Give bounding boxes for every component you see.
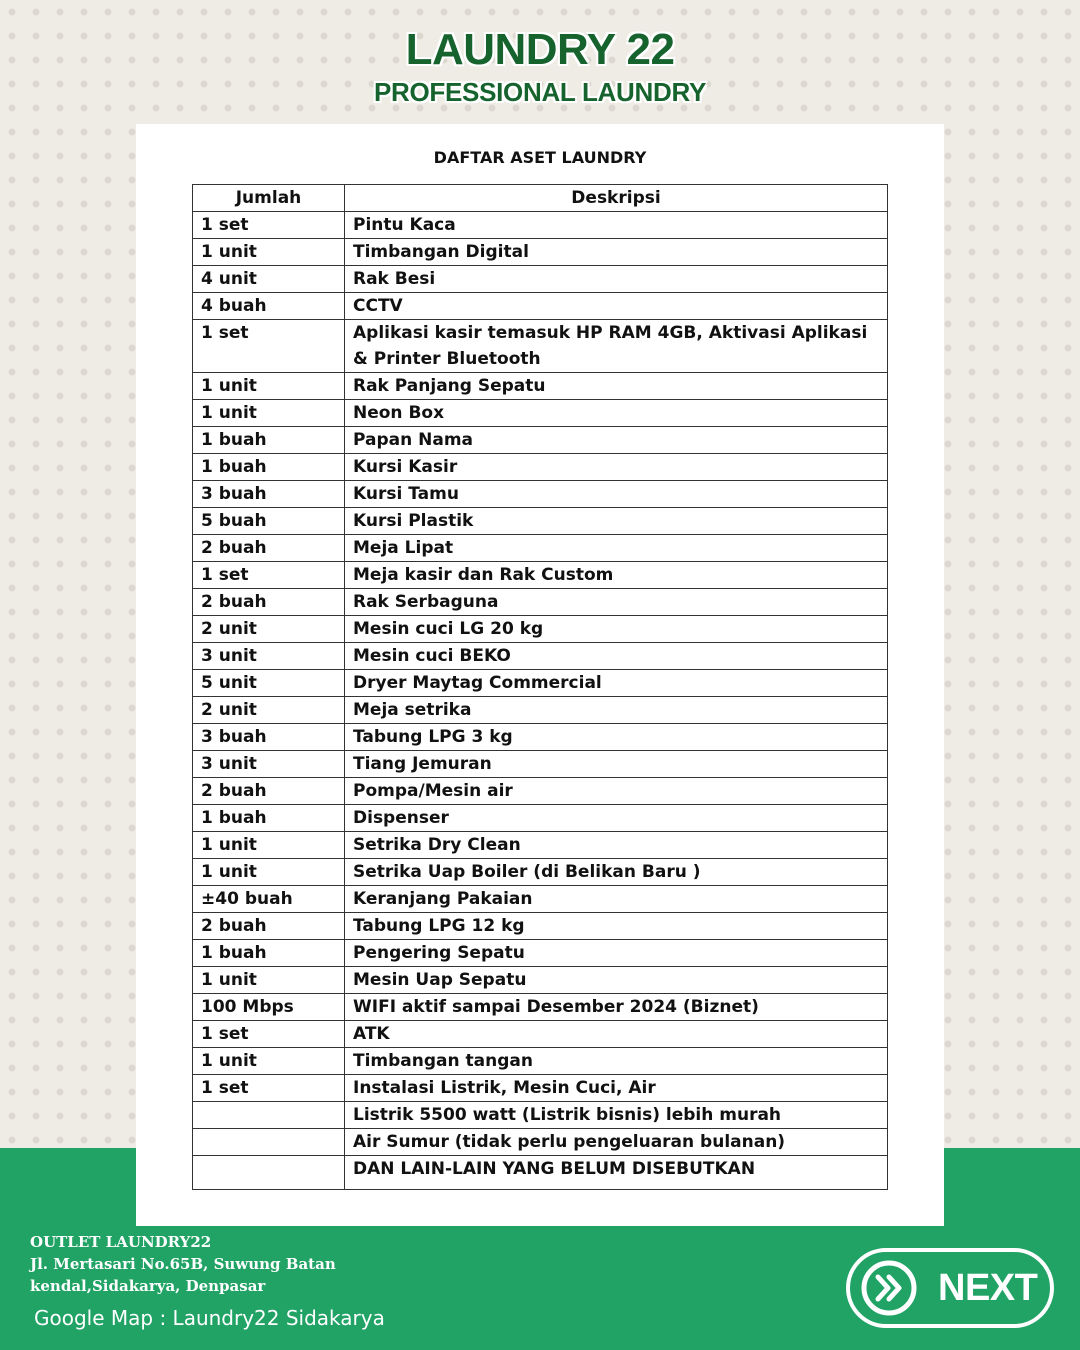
table-row: [193, 427, 888, 454]
table-row: [193, 1156, 888, 1190]
table-row: [193, 320, 888, 373]
cell-jumlah: 2 unit: [193, 616, 345, 643]
cell-jumlah: [193, 1102, 345, 1129]
cell-deskripsi: Meja setrika: [345, 697, 888, 724]
cell-deskripsi: Mesin Uap Sepatu: [345, 967, 888, 994]
cell-jumlah: 1 unit: [193, 832, 345, 859]
cell-jumlah: 2 buah: [193, 589, 345, 616]
cell-jumlah: 1 buah: [193, 454, 345, 481]
cell-deskripsi: Meja kasir dan Rak Custom: [345, 562, 888, 589]
cell-jumlah: ±40 buah: [193, 886, 345, 913]
cell-deskripsi: Kursi Plastik: [345, 508, 888, 535]
cell-deskripsi: Rak Panjang Sepatu: [345, 373, 888, 400]
cell-jumlah: 1 buah: [193, 805, 345, 832]
brand-subtitle: PROFESSIONAL LAUNDRY: [373, 77, 707, 107]
table-row: [193, 535, 888, 562]
cell-deskripsi: Kursi Tamu: [345, 481, 888, 508]
table-row: [193, 940, 888, 967]
table-row: [193, 859, 888, 886]
table-row: [193, 562, 888, 589]
cell-jumlah: 2 buah: [193, 778, 345, 805]
cell-deskripsi: Setrika Dry Clean: [345, 832, 888, 859]
cell-deskripsi: Timbangan tangan: [345, 1048, 888, 1075]
cell-jumlah: 1 set: [193, 320, 345, 373]
table-row: [193, 1102, 888, 1129]
asset-document: [136, 124, 944, 1226]
cell-deskripsi: Tabung LPG 3 kg: [345, 724, 888, 751]
table-row: [193, 805, 888, 832]
cell-deskripsi: Tabung LPG 12 kg: [345, 913, 888, 940]
table-row: [193, 670, 888, 697]
cell-deskripsi: Mesin cuci LG 20 kg: [345, 616, 888, 643]
cell-jumlah: 1 set: [193, 1075, 345, 1102]
table-row: [193, 373, 888, 400]
cell-jumlah: 1 unit: [193, 373, 345, 400]
cell-deskripsi: ATK: [345, 1021, 888, 1048]
cell-jumlah: 1 set: [193, 1021, 345, 1048]
asset-table-body: [193, 212, 888, 1190]
address-line-2: kendal,Sidakarya, Denpasar: [30, 1277, 266, 1295]
outlet-name: OUTLET LAUNDRY22: [30, 1233, 212, 1251]
table-row: [193, 967, 888, 994]
cell-jumlah: 100 Mbps: [193, 994, 345, 1021]
cell-jumlah: 5 buah: [193, 508, 345, 535]
next-button[interactable]: [846, 1248, 1054, 1328]
cell-jumlah: 1 unit: [193, 400, 345, 427]
table-row: [193, 212, 888, 239]
cell-deskripsi: Timbangan Digital: [345, 239, 888, 266]
cell-jumlah: [193, 1129, 345, 1156]
table-row: [193, 1075, 888, 1102]
next-button-label: NEXT: [938, 1266, 1038, 1309]
document-title: DAFTAR ASET LAUNDRY: [433, 148, 647, 167]
google-map-link[interactable]: Google Map : Laundry22 Sidakarya: [34, 1306, 385, 1330]
cell-jumlah: 1 set: [193, 212, 345, 239]
cell-jumlah: 2 unit: [193, 697, 345, 724]
cell-deskripsi: Dryer Maytag Commercial: [345, 670, 888, 697]
cell-deskripsi: Tiang Jemuran: [345, 751, 888, 778]
cell-jumlah: 3 unit: [193, 643, 345, 670]
cell-deskripsi: Rak Serbaguna: [345, 589, 888, 616]
cell-jumlah: 1 unit: [193, 1048, 345, 1075]
cell-jumlah: 1 unit: [193, 239, 345, 266]
table-row: [193, 724, 888, 751]
table-row: [193, 400, 888, 427]
cell-deskripsi: CCTV: [345, 293, 888, 320]
cell-deskripsi: Listrik 5500 watt (Listrik bisnis) lebih murah: [345, 1102, 888, 1129]
cell-deskripsi: Pengering Sepatu: [345, 940, 888, 967]
table-row: [193, 643, 888, 670]
cell-deskripsi: Instalasi Listrik, Mesin Cuci, Air: [345, 1075, 888, 1102]
cell-jumlah: 2 buah: [193, 913, 345, 940]
table-row: [193, 697, 888, 724]
cell-jumlah: [193, 1156, 345, 1190]
cell-deskripsi: Rak Besi: [345, 266, 888, 293]
cell-jumlah: 4 buah: [193, 293, 345, 320]
cell-deskripsi: DAN LAIN-LAIN YANG BELUM DISEBUTKAN: [345, 1156, 888, 1190]
column-header-jumlah: Jumlah: [193, 185, 345, 212]
cell-jumlah: 5 unit: [193, 670, 345, 697]
double-chevron-right-icon: [860, 1259, 918, 1317]
cell-deskripsi: Pintu Kaca: [345, 212, 888, 239]
table-row: [193, 454, 888, 481]
cell-jumlah: 3 unit: [193, 751, 345, 778]
asset-table: [192, 184, 888, 1190]
cell-jumlah: 1 unit: [193, 967, 345, 994]
table-row: [193, 508, 888, 535]
table-row: [193, 266, 888, 293]
cell-deskripsi: WIFI aktif sampai Desember 2024 (Biznet): [345, 994, 888, 1021]
table-row: [193, 239, 888, 266]
cell-jumlah: 3 buah: [193, 481, 345, 508]
table-row: [193, 1021, 888, 1048]
cell-deskripsi: Aplikasi kasir temasuk HP RAM 4GB, Aktivasi Aplikasi & Printer Bluetooth: [345, 320, 888, 373]
cell-deskripsi: Papan Nama: [345, 427, 888, 454]
table-row: [193, 481, 888, 508]
cell-deskripsi: Dispenser: [345, 805, 888, 832]
table-row: [193, 994, 888, 1021]
table-row: [193, 778, 888, 805]
cell-jumlah: 1 unit: [193, 859, 345, 886]
table-row: [193, 832, 888, 859]
table-row: [193, 913, 888, 940]
cell-jumlah: 1 set: [193, 562, 345, 589]
cell-deskripsi: Neon Box: [345, 400, 888, 427]
cell-deskripsi: Keranjang Pakaian: [345, 886, 888, 913]
cell-jumlah: 4 unit: [193, 266, 345, 293]
table-row: [193, 751, 888, 778]
cell-deskripsi: Mesin cuci BEKO: [345, 643, 888, 670]
cell-deskripsi: Kursi Kasir: [345, 454, 888, 481]
brand-title: LAUNDRY 22: [405, 25, 675, 74]
cell-jumlah: 1 buah: [193, 940, 345, 967]
cell-jumlah: 2 buah: [193, 535, 345, 562]
table-row: [193, 293, 888, 320]
table-row: [193, 616, 888, 643]
footer-info: [30, 1231, 385, 1333]
table-row: [193, 589, 888, 616]
cell-jumlah: 1 buah: [193, 427, 345, 454]
cell-deskripsi: Pompa/Mesin air: [345, 778, 888, 805]
table-header-row: [193, 185, 888, 212]
table-row: [193, 1129, 888, 1156]
cell-deskripsi: Setrika Uap Boiler (di Belikan Baru ): [345, 859, 888, 886]
address-line-1: Jl. Mertasari No.65B, Suwung Batan: [30, 1255, 336, 1273]
cell-deskripsi: Air Sumur (tidak perlu pengeluaran bulanan): [345, 1129, 888, 1156]
header: [0, 22, 1080, 106]
cell-jumlah: 3 buah: [193, 724, 345, 751]
table-row: [193, 1048, 888, 1075]
column-header-deskripsi: Deskripsi: [345, 185, 888, 212]
table-row: [193, 886, 888, 913]
cell-deskripsi: Meja Lipat: [345, 535, 888, 562]
